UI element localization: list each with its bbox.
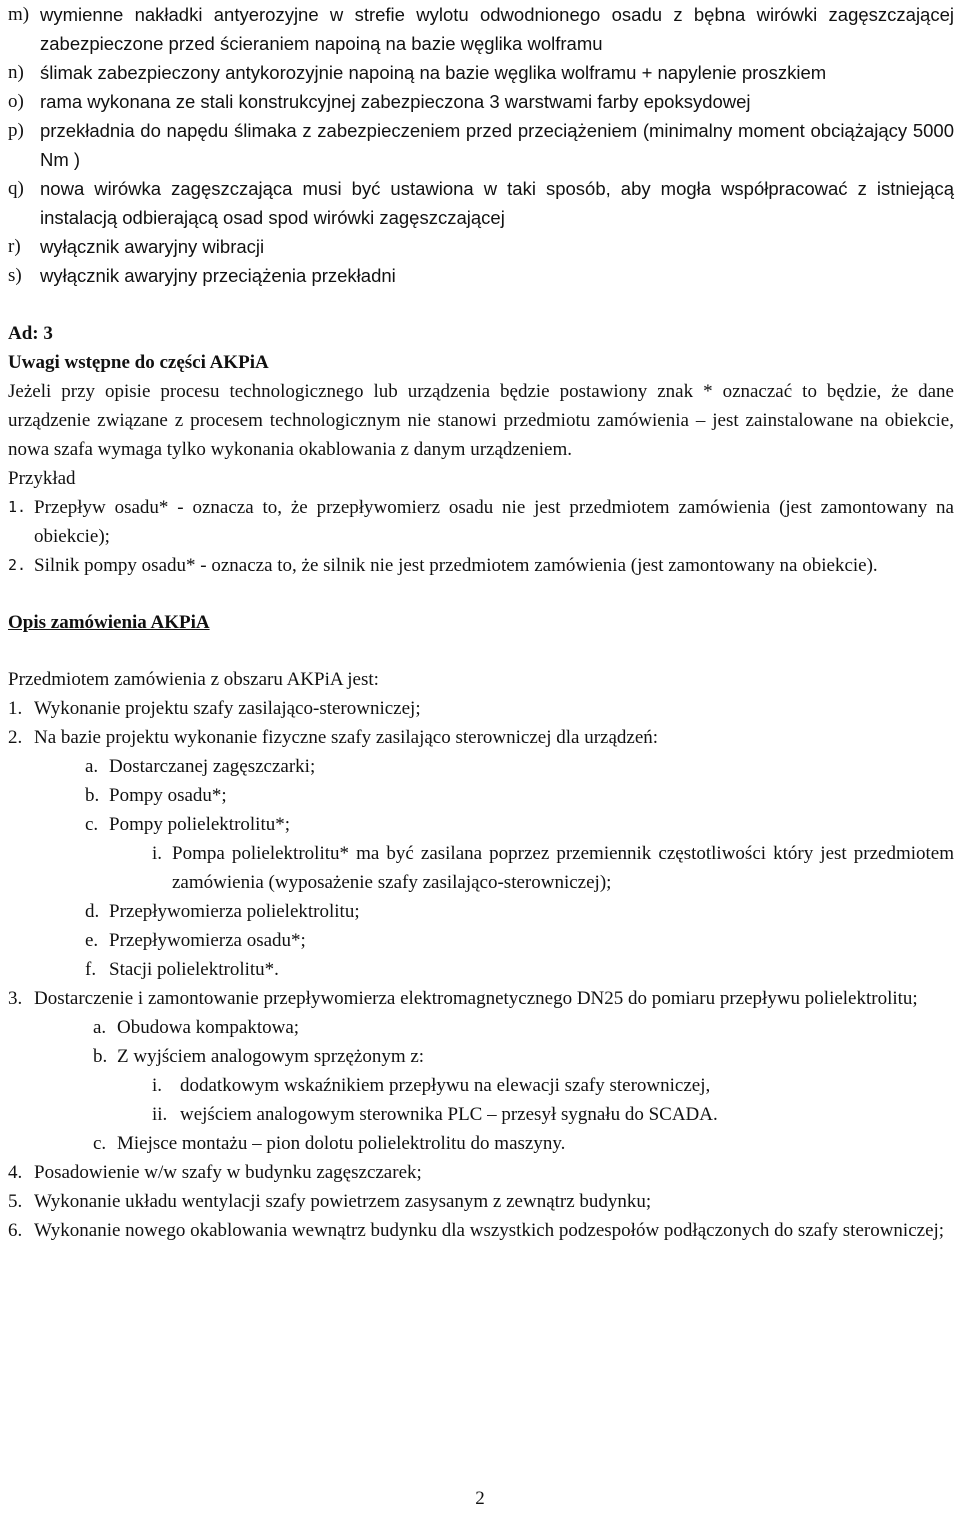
spacer xyxy=(8,290,954,319)
list-item xyxy=(8,87,954,116)
order-item-3-sublist xyxy=(8,1013,954,1158)
order-item-5 xyxy=(8,1187,954,1216)
order-item-label: 2. xyxy=(8,727,23,748)
list-item-label: m) xyxy=(8,4,30,25)
order-item-text: Na bazie projektu wykonanie fizyczne szafy zasilająco sterowniczej dla urządzeń: xyxy=(34,727,659,748)
sub-item-label: c. xyxy=(93,1133,107,1154)
section-subheading: Uwagi wstępne do części AKPiA xyxy=(8,352,269,373)
sub-item-text: Pompy osadu*; xyxy=(109,785,227,806)
opis-section xyxy=(8,608,954,1245)
order-item-text: Wykonanie nowego okablowania wewnątrz budynku dla wszystkich podzespołów podłączonych do szafy sterowniczej; xyxy=(34,1220,945,1241)
example-item-text: Przepływ osadu* - oznacza to, że przepływomierz osadu nie jest przedmiotem zamówienia (jest zamontowany na obiekcie); xyxy=(34,497,954,547)
list-item-text: nowa wirówka zagęszczająca musi być ustawiona w taki sposób, aby mogła współpracować z istniejącą instalacją odbierającą osad spod wirówki zagęszczającej xyxy=(40,178,954,228)
section-intro: Przedmiotem zamówienia z obszaru AKPiA jest: xyxy=(8,669,379,690)
list-item-text: ślimak zabezpieczony antykorozyjnie napoiną na bazie węglika wolframu + napylenie proszkiem xyxy=(40,62,827,83)
order-item-2-sublist xyxy=(8,752,954,984)
order-item-1 xyxy=(8,694,954,723)
list-item-text: rama wykonana ze stali konstrukcyjnej zabezpieczona 3 warstwami farby epoksydowej xyxy=(40,91,751,112)
list-item-label: r) xyxy=(8,236,21,257)
sub-item xyxy=(85,897,954,926)
order-item-label: 1. xyxy=(8,698,23,719)
example-item-label: 2. xyxy=(8,556,27,574)
example-item xyxy=(8,493,954,551)
sub-item-text: Z wyjściem analogowym sprzężonym z: xyxy=(117,1046,425,1067)
sub-item xyxy=(85,810,954,839)
roman-item-text: dodatkowym wskaźnikiem przepływu na elewacji szafy sterowniczej, xyxy=(180,1075,711,1096)
list-item xyxy=(8,232,954,261)
roman-item-label: ii. xyxy=(152,1104,168,1125)
sub-item-text: Miejsce montażu – pion dolotu polielektrolitu do maszyny. xyxy=(117,1133,566,1154)
order-item-label: 6. xyxy=(8,1220,23,1241)
roman-item-label: i. xyxy=(152,1075,163,1096)
sub-item xyxy=(85,926,954,955)
list-item-label: o) xyxy=(8,91,24,112)
sub-item xyxy=(85,781,954,810)
sub-item-label: f. xyxy=(85,959,97,980)
spacer xyxy=(8,637,954,665)
document-page xyxy=(8,0,954,1245)
sub-item-text: Dostarczanej zagęszczarki; xyxy=(109,756,316,777)
sub-item xyxy=(85,752,954,781)
list-item-label: s) xyxy=(8,265,22,286)
order-item-text: Wykonanie układu wentylacji szafy powietrzem zasysanym z zewnątrz budynku; xyxy=(34,1191,652,1212)
list-item-text: wymienne nakładki antyerozyjne w strefie wylotu odwodnionego osadu z bębna wirówki zagęszczającej zabezpieczone przed ścieraniem napoiną na bazie węglika wolframu xyxy=(40,4,954,54)
list-item xyxy=(8,58,954,87)
example-item-text: Silnik pompy osadu* - oznacza to, że silnik nie jest przedmiotem zamówienia (jest zamontowany na obiekcie). xyxy=(34,555,878,576)
ad3-section xyxy=(8,319,954,580)
list-item xyxy=(8,174,954,232)
order-item-text: Posadowienie w/w szafy w budynku zagęszczarek; xyxy=(34,1162,422,1183)
order-item-text: Wykonanie projektu szafy zasilająco-sterowniczej; xyxy=(34,698,421,719)
roman-item xyxy=(93,1071,954,1100)
sub-item-text: Pompy polielektrolitu*; xyxy=(109,814,291,835)
roman-item xyxy=(93,1100,954,1129)
sub-item xyxy=(93,1013,954,1042)
sub-item-text: Przepływomierza polielektrolitu; xyxy=(109,901,360,922)
sub-item-text: Obudowa kompaktowa; xyxy=(117,1017,300,1038)
order-item-3 xyxy=(8,984,954,1013)
section-paragraph: Jeżeli przy opisie procesu technologicznego lub urządzenia będzie postawiony znak * oznaczać to będzie, że dane urządzenie związane z procesem technologicznym nie stanowi przedmiotu zamówienia – jest zainstalowane na obiekcie, nowa szafa wymaga tylko wykonania okablowania z danym urządzeniem. xyxy=(8,381,954,460)
order-item-text: Dostarczenie i zamontowanie przepływomierza elektromagnetycznego DN25 do pomiaru przepływu polielektrolitu; xyxy=(34,988,918,1009)
roman-item-text: Pompa polielektrolitu* ma być zasilana poprzez przemiennik częstotliwości który jest przedmiotem zamówienia (wyposażenie szafy zasilająco-sterowniczej); xyxy=(172,843,954,893)
list-item xyxy=(8,0,954,58)
list-item-text: wyłącznik awaryjny przeciążenia przekładni xyxy=(40,265,396,286)
order-item-label: 5. xyxy=(8,1191,23,1212)
example-item xyxy=(8,551,954,580)
sub-item-label: a. xyxy=(85,756,99,777)
order-item-2 xyxy=(8,723,954,752)
example-label: Przykład xyxy=(8,468,76,489)
page-number: 2 xyxy=(475,1488,485,1509)
list-item-text: wyłącznik awaryjny wibracji xyxy=(40,236,265,257)
sub-item-label: e. xyxy=(85,930,99,951)
section-title: Opis zamówienia AKPiA xyxy=(8,612,210,633)
roman-item-label: i. xyxy=(152,843,163,864)
order-item-label: 3. xyxy=(8,988,23,1009)
roman-item xyxy=(85,839,954,897)
list-item-label: q) xyxy=(8,178,24,199)
order-item-4 xyxy=(8,1158,954,1187)
sub-item-label: b. xyxy=(85,785,100,806)
sub-item xyxy=(93,1129,954,1158)
list-item-text: przekładnia do napędu ślimaka z zabezpieczeniem przed przeciążeniem (minimalny moment obciążający 5000 Nm ) xyxy=(40,120,954,170)
equipment-list xyxy=(8,0,954,290)
list-item-label: n) xyxy=(8,62,24,83)
example-item-label: 1. xyxy=(8,498,27,516)
list-item-label: p) xyxy=(8,120,24,141)
sub-item-label: c. xyxy=(85,814,99,835)
sub-item xyxy=(93,1042,954,1071)
list-item xyxy=(8,116,954,174)
roman-item-text: wejściem analogowym sterownika PLC – przesył sygnału do SCADA. xyxy=(180,1104,718,1125)
sub-item-text: Przepływomierza osadu*; xyxy=(109,930,306,951)
sub-item-label: b. xyxy=(93,1046,108,1067)
order-item-label: 4. xyxy=(8,1162,23,1183)
sub-item-label: d. xyxy=(85,901,100,922)
spacer xyxy=(8,580,954,608)
order-item-6 xyxy=(8,1216,954,1245)
list-item xyxy=(8,261,954,290)
section-heading: Ad: 3 xyxy=(8,323,53,344)
sub-item xyxy=(85,955,954,984)
sub-item-text: Stacji polielektrolitu*. xyxy=(109,959,279,980)
sub-item-label: a. xyxy=(93,1017,107,1038)
